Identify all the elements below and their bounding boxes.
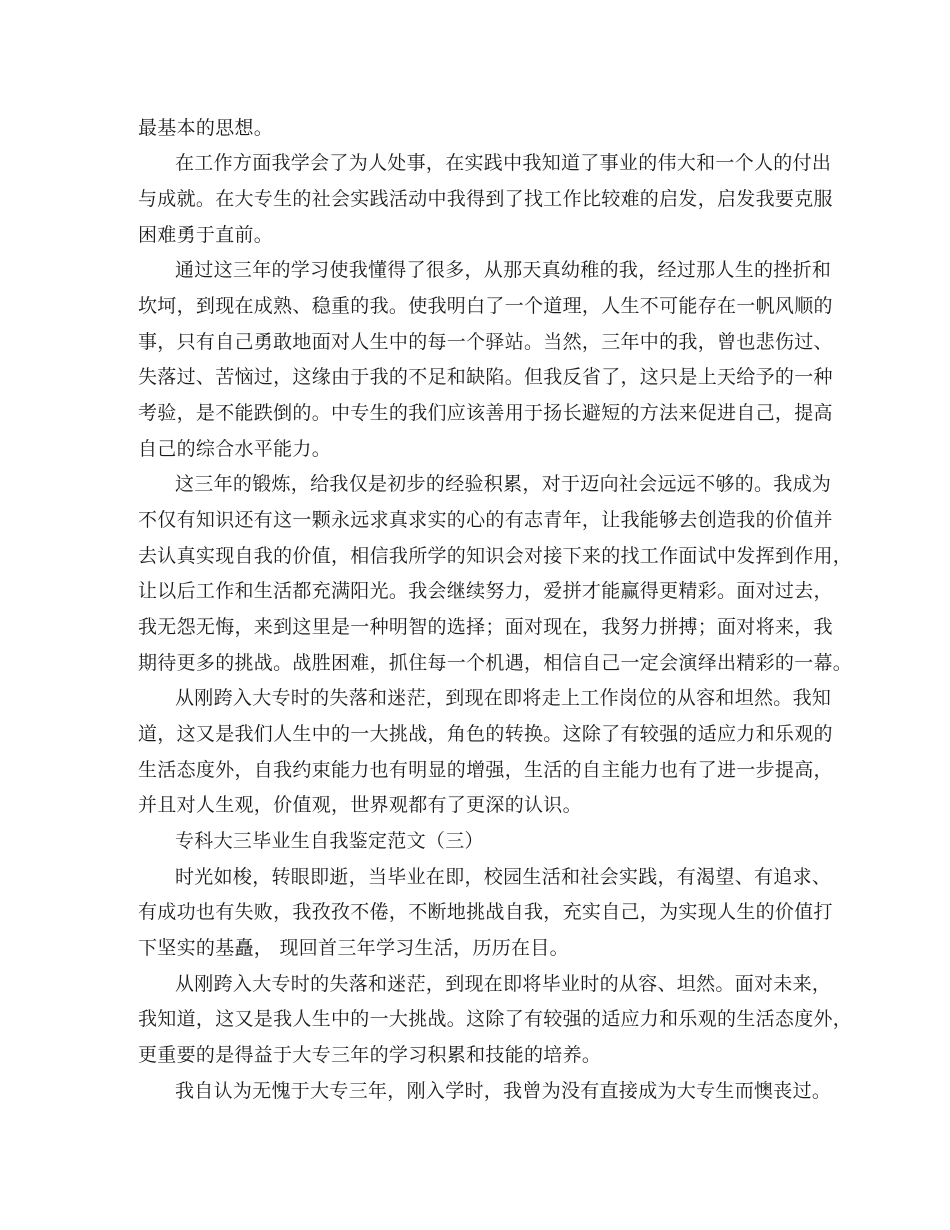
text-line: 失落过、苦恼过，这缘由于我的不足和缺陷。但我反省了，这只是上天给予的一种 — [138, 366, 833, 388]
text-line: 期待更多的挑战。战胜困难，抓住每一个机遇，相信自己一定会演绎出精彩的一幕。 — [138, 652, 853, 674]
text-line: 去认真实现自我的价值，相信我所学的知识会对接下来的找工作面试中发挥到作用， — [138, 545, 853, 567]
text-line: 生活态度外，自我约束能力也有明显的增强，生活的自主能力也有了进一步提高， — [138, 759, 833, 781]
text-line: 最基本的思想。 — [138, 117, 274, 139]
text-line: 有成功也有失败，我孜孜不倦，不断地挑战自我，充实自己，为实现人生的价值打 — [138, 901, 833, 923]
text-line: 让以后工作和生活都充满阳光。我会继续努力，爱拼才能赢得更精彩。面对过去， — [138, 580, 833, 602]
paragraph-first-line: 这三年的锻炼，给我仅是初步的经验积累，对于迈向社会远远不够的。我成为 — [175, 473, 832, 495]
text-line: 更重要的是得益于大专三年的学习积累和技能的培养。 — [138, 1044, 602, 1066]
text-line: 坎坷，到现在成熟、稳重的我。使我明白了一个道理，人生不可能存在一帆风顺的 — [138, 295, 833, 317]
paragraph-first-line: 在工作方面我学会了为人处事，在实践中我知道了事业的伟大和一个人的付出 — [175, 152, 832, 174]
paragraph-first-line: 通过这三年的学习使我懂得了很多，从那天真幼稚的我，经过那人生的挫折和 — [175, 259, 832, 281]
text-line: 事，只有自己勇敢地面对人生中的每一个驿站。当然，三年中的我，曾也悲伤过、 — [138, 331, 833, 353]
paragraph-first-line: 从刚跨入大专时的失落和迷茫，到现在即将走上工作岗位的从容和坦然。我知 — [175, 687, 832, 709]
text-line: 考验，是不能跌倒的。中专生的我们应该善用于扬长避短的方法来促进自己，提高 — [138, 402, 833, 424]
text-line: 与成就。在大专生的社会实践活动中我得到了找工作比较难的启发，启发我要克服 — [138, 188, 833, 210]
text-line: 下坚实的基矗， 现回首三年学习生活，历历在目。 — [138, 937, 569, 959]
paragraph-first-line: 从刚跨入大专时的失落和迷茫，到现在即将毕业时的从容、坦然。面对未来， — [175, 973, 832, 995]
section-heading: 专科大三毕业生自我鉴定范文（三） — [175, 830, 484, 852]
text-line: 自己的综合水平能力。 — [138, 438, 332, 460]
text-line: 不仅有知识还有这一颗永远求真求实的心的有志青年，让我能够去创造我的价值并 — [138, 509, 833, 531]
text-line: 并且对人生观，价值观，世界观都有了更深的认识。 — [138, 794, 582, 816]
paragraph-first-line: 我自认为无愧于大专三年，刚入学时，我曾为没有直接成为大专生而懊丧过。 — [175, 1080, 832, 1102]
text-line: 我无怨无悔，来到这里是一种明智的选择；面对现在，我努力拼搏；面对将来，我 — [138, 616, 833, 638]
text-line: 我知道，这又是我人生中的一大挑战。这除了有较强的适应力和乐观的生活态度外， — [138, 1008, 853, 1030]
text-line: 困难勇于直前。 — [138, 224, 274, 246]
paragraph-first-line: 时光如梭，转眼即逝，当毕业在即，校园生活和社会实践，有渴望、有追求、 — [175, 866, 832, 888]
text-line: 道，这又是我们人生中的一大挑战，角色的转换。这除了有较强的适应力和乐观的 — [138, 723, 833, 745]
